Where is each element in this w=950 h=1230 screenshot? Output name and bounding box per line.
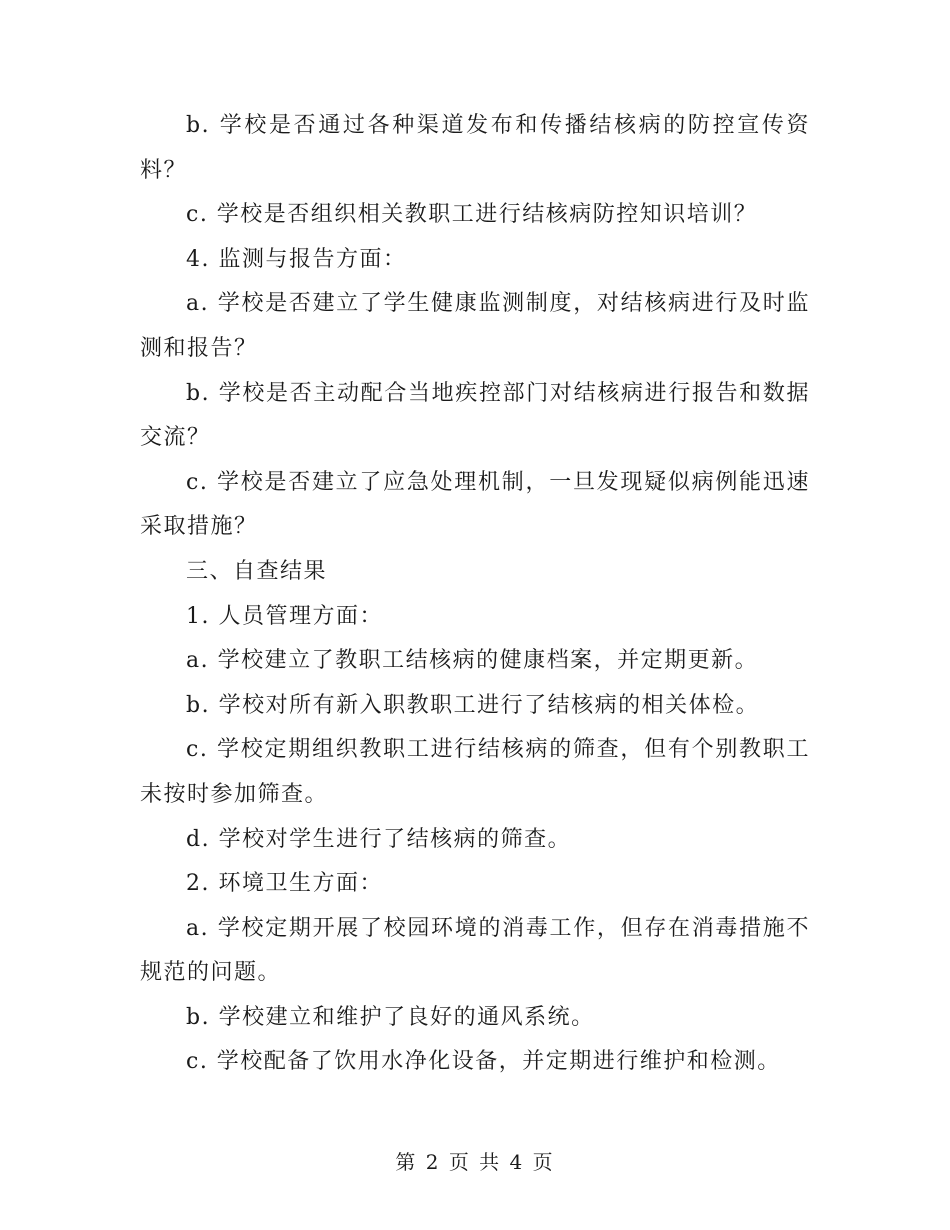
paragraph: c. 学校是否组织相关教职工进行结核病防控知识培训？ bbox=[186, 202, 758, 228]
page-number-footer: 第 2 页 共 4 页 bbox=[395, 1150, 555, 1174]
paragraph: b. 学校是否主动配合当地疾控部门对结核病进行报告和数据交流？ bbox=[140, 380, 810, 451]
document-body bbox=[140, 104, 810, 1085]
section-heading: 三、自查结果 bbox=[186, 558, 328, 584]
section-heading: 2. 环境卫生方面： bbox=[186, 871, 383, 897]
paragraph: a. 学校是否建立了学生健康监测制度，对结核病进行及时监测和报告？ bbox=[140, 291, 810, 361]
paragraph: c. 学校是否建立了应急处理机制，一旦发现疑似病例能迅速采取措施？ bbox=[140, 469, 810, 540]
paragraph: b. 学校建立和维护了良好的通风系统。 bbox=[186, 1004, 595, 1030]
paragraph: c. 学校定期组织教职工进行结核病的筛查，但有个别教职工未按时参加筛查。 bbox=[140, 737, 810, 807]
paragraph: a. 学校建立了教职工结核病的健康档案，并定期更新。 bbox=[186, 648, 759, 674]
section-heading: 4. 监测与报告方面： bbox=[186, 246, 407, 272]
paragraph: a. 学校定期开展了校园环境的消毒工作，但存在消毒措施不规范的问题。 bbox=[140, 915, 810, 986]
paragraph: b. 学校对所有新入职教职工进行了结核病的相关体检。 bbox=[186, 692, 760, 718]
paragraph: b. 学校是否通过各种渠道发布和传播结核病的防控宣传资料？ bbox=[140, 113, 810, 183]
paragraph: c. 学校配备了饮用水净化设备，并定期进行维护和检测。 bbox=[186, 1049, 781, 1075]
paragraph: d. 学校对学生进行了结核病的筛查。 bbox=[186, 826, 572, 852]
section-heading: 1. 人员管理方面： bbox=[186, 603, 383, 629]
